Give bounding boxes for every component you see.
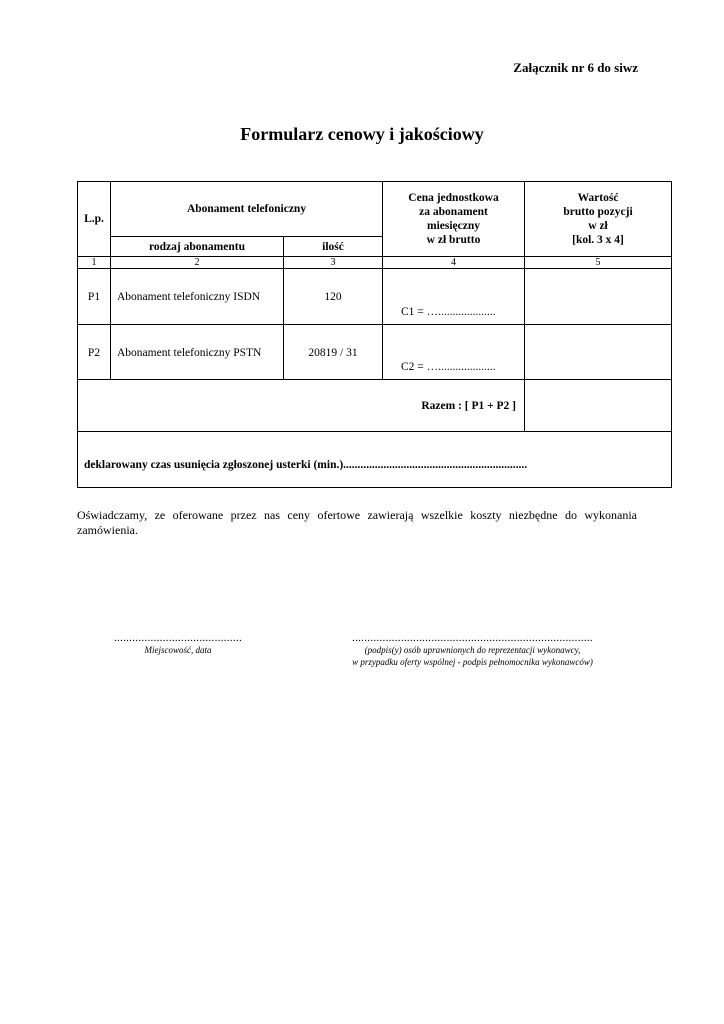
- signature-caption-2: w przypadku oferty wspólnej - podpis pełnomocnika wykonawców): [352, 657, 593, 667]
- total-value: [525, 380, 672, 432]
- row-qty: 20819 / 31: [284, 325, 383, 380]
- header-value-line: w zł: [588, 220, 608, 232]
- col-number: 1: [78, 257, 111, 269]
- row-value: [525, 269, 672, 325]
- row-unit-price: C2 = …....................: [383, 325, 525, 380]
- col-number: 4: [383, 257, 525, 269]
- header-unit-price-line: Cena jednostkowa: [408, 192, 499, 204]
- table-row: [78, 325, 672, 380]
- col-number: 3: [284, 257, 383, 269]
- header-unit-price-line: za abonament: [419, 206, 488, 218]
- row-unit-price: C1 = …....................: [383, 269, 525, 325]
- col-number: 2: [111, 257, 284, 269]
- price-form-table: [77, 181, 672, 488]
- header-unit-price: [383, 182, 525, 257]
- row-name: Abonament telefoniczny ISDN: [111, 269, 284, 325]
- declaration-text: Oświadczamy, ze oferowane przez nas ceny ofertowe zawierają wszelkie koszty niezbędne do wykonania zamówienia.: [77, 508, 637, 537]
- total-label: Razem : [ P1 + P2 ]: [78, 380, 525, 432]
- row-value: [525, 325, 672, 380]
- header-unit-price-line: miesięczny: [427, 220, 481, 232]
- row-name: Abonament telefoniczny PSTN: [111, 325, 284, 380]
- header-subscription: Abonament telefoniczny: [111, 182, 383, 237]
- header-qty: ilość: [284, 237, 383, 257]
- row-lp: P2: [78, 325, 111, 380]
- contractor-signature: [310, 632, 635, 668]
- header-lp: L.p.: [78, 182, 111, 257]
- page-title: Formularz cenowy i jakościowy: [240, 124, 484, 144]
- place-date-line: ..........................................: [113, 632, 243, 644]
- row-lp: P1: [78, 269, 111, 325]
- annex-label: Załącznik nr 6 do siwz: [513, 60, 638, 75]
- header-value-line: [kol. 3 x 4]: [572, 234, 624, 246]
- place-date-caption: Miejscowość, data: [144, 645, 212, 655]
- signature-caption-1: (podpis(y) osób uprawnionych do reprezentacji wykonawcy,: [364, 645, 581, 655]
- row-qty: 120: [284, 269, 383, 325]
- place-date-signature: [103, 632, 253, 656]
- col-number: 5: [525, 257, 672, 269]
- header-value-line: brutto pozycji: [563, 206, 633, 218]
- header-unit-price-line: w zł brutto: [426, 234, 481, 246]
- declared-repair-time: deklarowany czas usunięcia zgłoszonej usterki (min.)................................................................: [78, 432, 672, 488]
- header-type: rodzaj abonamentu: [111, 237, 284, 257]
- signature-line: ...............................................................................: [352, 632, 593, 644]
- header-value-line: Wartość: [577, 192, 619, 204]
- header-value: [525, 182, 672, 257]
- table-row: [78, 269, 672, 325]
